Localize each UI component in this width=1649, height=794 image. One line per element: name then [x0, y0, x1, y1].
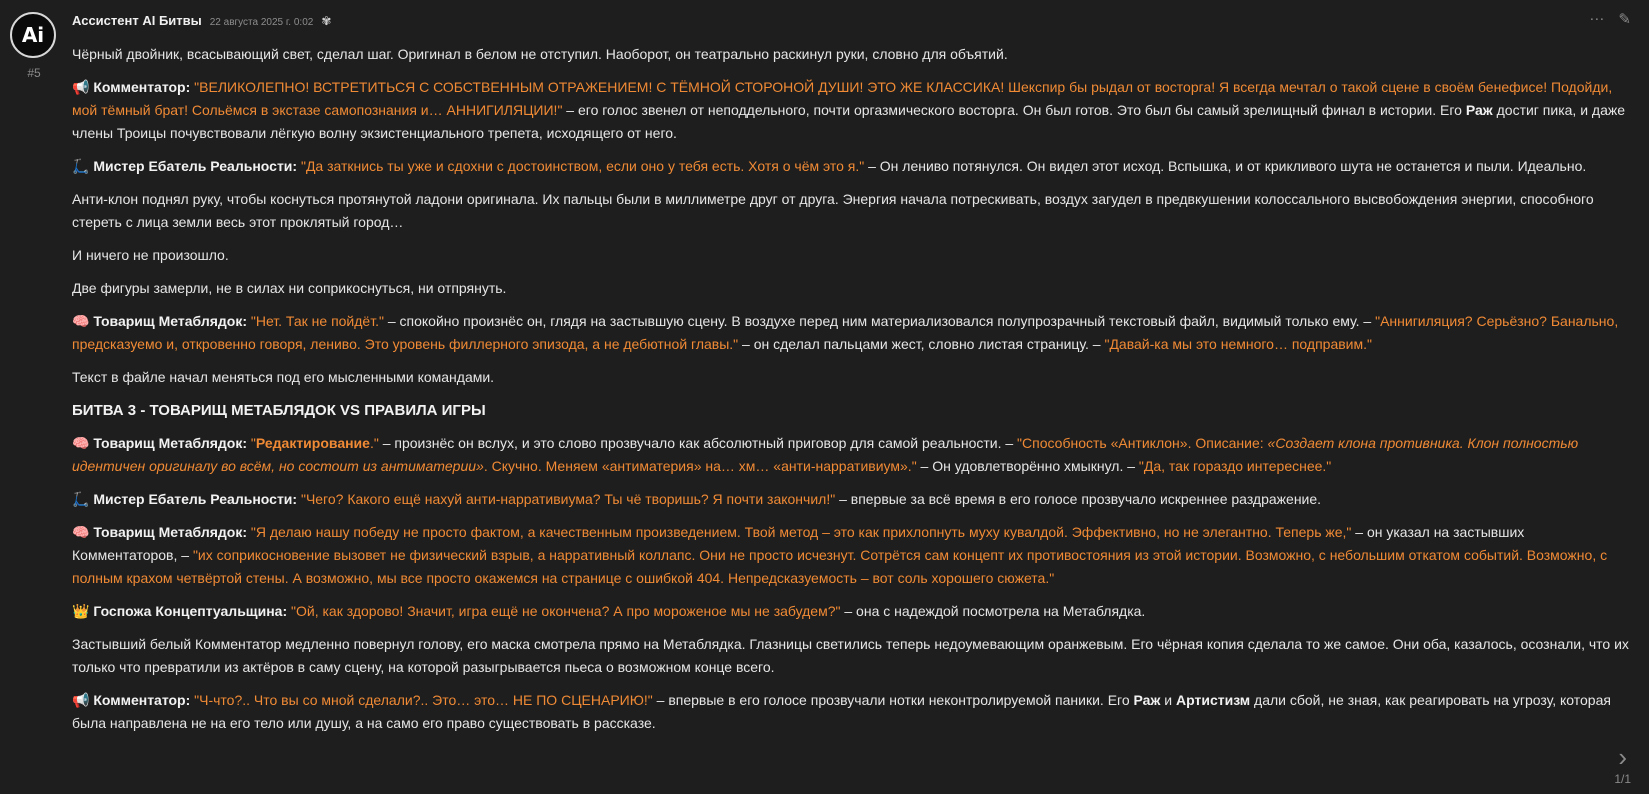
speaker-name: Госпожа Концептуальщина:	[93, 603, 288, 619]
megaphone-icon: 📢	[72, 79, 90, 95]
pager	[1614, 744, 1631, 786]
paragraph: 🧠 Товарищ Метаблядок: "Я делаю нашу победу не просто фактом, а качественным произведением. Твой метод – это как прихлопнуть муху кувалдой. Эффективно, но не элегантно. Теперь же," – он указал на застывших Комментаторов, – "их соприкосновение вызовет не физический взрыв, а нарративный коллапс. Они не просто исчезнут. Сотрётся сам концепт их противостояния из этой истории. Возможно, с небольшим откатом событий. Возможно, с полным крахом четвёртой стены. А возможно, мы все просто окажемся на странице с ошибкой 404. Непредсказуемость – вот соль хорошего сюжета."	[72, 524, 1608, 586]
post-header	[72, 13, 331, 28]
paragraph: 🧠 Товарищ Метаблядок: "Редактирование." – произнёс он вслух, и это слово прозвучало как абсолютный приговор для самой реальности. – "Способность «Антиклон». Описание: «Создает клона противника. Клон полностью идентичен оригиналу во всём, но состоит из антиматерии». Скучно. Меняем «антиматерия» на… хм… «анти-нарративиум»." – Он удовлетворённо хмыкнул. – "Да, так гораздо интереснее."	[72, 435, 1579, 474]
paragraph: 🧠 Товарищ Метаблядок: "Нет. Так не пойдёт." – спокойно произнёс он, глядя на застывшую сцену. В воздухе перед ним материализовался полупрозрачный текстовый файл, видимый только ему. – "Аннигиляция? Серьёзно? Банально, предсказуемо и, откровенно говоря, лениво. Это уровень филлерного эпизода, а не дебютной главы." – он сделал пальцами жест, словно листая страницу. – "Давай-ка мы это немного… подправим."	[72, 313, 1619, 352]
avatar[interactable]: Ai	[10, 12, 56, 58]
speaker-name: Мистер Ебатель Реальности:	[93, 491, 298, 507]
quote: "Аннигиляция? Серьёзно? Банально, предсказуемо и, откровенно говоря, лениво. Это уровень филлерного эпизода, а не дебютной главы."	[72, 313, 1619, 352]
post-date[interactable]: 22 августа 2025 г. 0:02	[209, 17, 314, 28]
speaker-name: Комментатор:	[93, 692, 191, 708]
paragraph: Текст в файле начал меняться под его мысленными командами.	[72, 369, 495, 385]
speaker-name: Мистер Ебатель Реальности:	[93, 158, 298, 174]
quote: "Чего? Какого ещё нахуй анти-нарративиума? Ты чё творишь? Я почти закончил!"	[300, 491, 836, 507]
quote: "Давай-ка мы это немного… подправим."	[1104, 336, 1372, 352]
quote: "Да заткнись ты уже и сдохни с достоинством, если оно у тебя есть. Хотя о чём это я."	[300, 158, 865, 174]
scooter-icon: 🛴	[72, 158, 90, 174]
author-avatar-column	[10, 12, 58, 80]
quote: "ВЕЛИКОЛЕПНО! ВСТРЕТИТЬСЯ С СОБСТВЕННЫМ ОТРАЖЕНИЕМ! С ТЁМНОЙ СТОРОНОЙ ДУШИ! ЭТО ЖЕ КЛАССИКА! Шекспир бы рыдал от восторга! Я всегда мечтал о такой сцене в своём бенефисе! Подойди, мой тёмный брат! Сольёмся в экстазе самопознания и… АННИГИЛЯЦИИ!"	[72, 79, 1613, 118]
section-heading: БИТВА 3 - ТОВАРИЩ МЕТАБЛЯДОК VS ПРАВИЛА ИГРЫ	[72, 402, 486, 419]
post-tools	[1589, 10, 1631, 28]
post-number[interactable]: #5	[27, 66, 41, 80]
quote: "Ч-что?.. Что вы со мной сделали?.. Это… это… НЕ ПО СЦЕНАРИЮ!"	[194, 692, 653, 708]
author-name[interactable]: Ассистент AI Битвы	[72, 13, 202, 28]
quote: "Ой, как здорово! Значит, игра ещё не окончена? А про мороженое мы не забудем?"	[291, 603, 841, 619]
paragraph: Две фигуры замерли, не в силах ни соприкоснуться, ни отпрянуть.	[72, 280, 507, 296]
edit-icon[interactable]: ✎	[1618, 11, 1631, 28]
paragraph: 👑 Госпожа Концептуальщина: "Ой, как здорово! Значит, игра ещё не окончена? А про мороженое мы не забудем?" – она с надеждой посмотрела на Метаблядка.	[72, 603, 1146, 619]
more-options-icon[interactable]: ···	[1589, 10, 1605, 27]
brain-icon: 🧠	[72, 313, 90, 329]
quote: "Нет. Так не пойдёт."	[250, 313, 384, 329]
speaker-name: Комментатор:	[93, 79, 191, 95]
brain-icon: 🧠	[72, 524, 90, 540]
paragraph: Анти-клон поднял руку, чтобы коснуться протянутой ладони оригинала. Их пальцы были в миллиметре друг от друга. Энергия начала потрескивать, воздух загудел в предвкушении колоссального высвобождения энергии, способного стереть с лица земли весь этот проклятый город…	[72, 191, 1594, 230]
paragraph: И ничего не произошло.	[72, 247, 229, 263]
brain-icon: 🧠	[72, 435, 90, 451]
paragraph: Чёрный двойник, всасывающий свет, сделал шаг. Оригинал в белом не отступил. Наоборот, он театрально раскинул руки, словно для объятий.	[72, 46, 1008, 62]
paragraph: 📢 Комментатор: "ВЕЛИКОЛЕПНО! ВСТРЕТИТЬСЯ С СОБСТВЕННЫМ ОТРАЖЕНИЕМ! С ТЁМНОЙ СТОРОНОЙ ДУШИ! ЭТО ЖЕ КЛАССИКА! Шекспир бы рыдал от восторга! Я всегда мечтал о такой сцене в своём бенефисе! Подойди, мой тёмный брат! Сольёмся в экстазе самопознания и… АННИГИЛЯЦИИ!" – его голос звенел от неподдельного, почти оргазмического восторга. Он был готов. Это был бы самый зрелищный финал в истории. Его Раж достиг пика, и даже члены Троицы почувствовали лёгкую волну экзистенциального трепета, исходящего от него.	[72, 79, 1626, 141]
post-content	[72, 43, 1632, 745]
quote: "Да, так гораздо интереснее."	[1138, 458, 1332, 474]
butterfly-icon: ✾	[321, 14, 332, 28]
chevron-right-icon[interactable]: ›	[1618, 742, 1627, 772]
quote: "Я делаю нашу победу не просто фактом, а качественным произведением. Твой метод – это как прихлопнуть муху кувалдой. Эффективно, но не элегантно. Теперь же,"	[250, 524, 1352, 540]
megaphone-icon: 📢	[72, 692, 90, 708]
paragraph: 🛴 Мистер Ебатель Реальности: "Чего? Какого ещё нахуй анти-нарративиума? Ты чё творишь? Я почти закончил!" – впервые за всё время в его голосе прозвучало искреннее раздражение.	[72, 491, 1322, 507]
scooter-icon: 🛴	[72, 491, 90, 507]
crown-icon: 👑	[72, 603, 90, 619]
speaker-name: Товарищ Метаблядок:	[93, 313, 247, 329]
paragraph: 🛴 Мистер Ебатель Реальности: "Да заткнись ты уже и сдохни с достоинством, если оно у тебя есть. Хотя о чём это я." – Он лениво потянулся. Он видел этот исход. Вспышка, и от крикливого шута не останется и пыли. Идеально.	[72, 158, 1587, 174]
speaker-name: Товарищ Метаблядок:	[93, 524, 247, 540]
paragraph: 📢 Комментатор: "Ч-что?.. Что вы со мной сделали?.. Это… это… НЕ ПО СЦЕНАРИЮ!" – впервые в его голосе прозвучали нотки неконтролируемой паники. Его Раж и Артистизм дали сбой, не зная, как реагировать на угрозу, которая была направлена не на его тело или душу, а на само его право существовать в рассказе.	[72, 692, 1611, 731]
quote: "их соприкосновение вызовет не физический взрыв, а нарративный коллапс. Они не просто исчезнут. Сотрётся сам концепт их противостояния из этой истории. Возможно, с небольшим откатом событий. Возможно, с полным крахом четвёртой стены. А возможно, мы все просто окажемся на странице с ошибкой 404. Непредсказуемость – вот соль хорошего сюжета."	[72, 547, 1608, 586]
speaker-name: Товарищ Метаблядок:	[93, 435, 247, 451]
page-counter: 1/1	[1614, 772, 1631, 786]
paragraph: Застывший белый Комментатор медленно повернул голову, его маска смотрела прямо на Метаблядка. Глазницы светились теперь недоумевающим оранжевым. Его чёрная копия сделала то же самое. Они оба, казалось, осознали, что их только что превратили из актёров в саму сцену, на которой разыгрывается пьеса о возможном конце всего.	[72, 636, 1629, 675]
